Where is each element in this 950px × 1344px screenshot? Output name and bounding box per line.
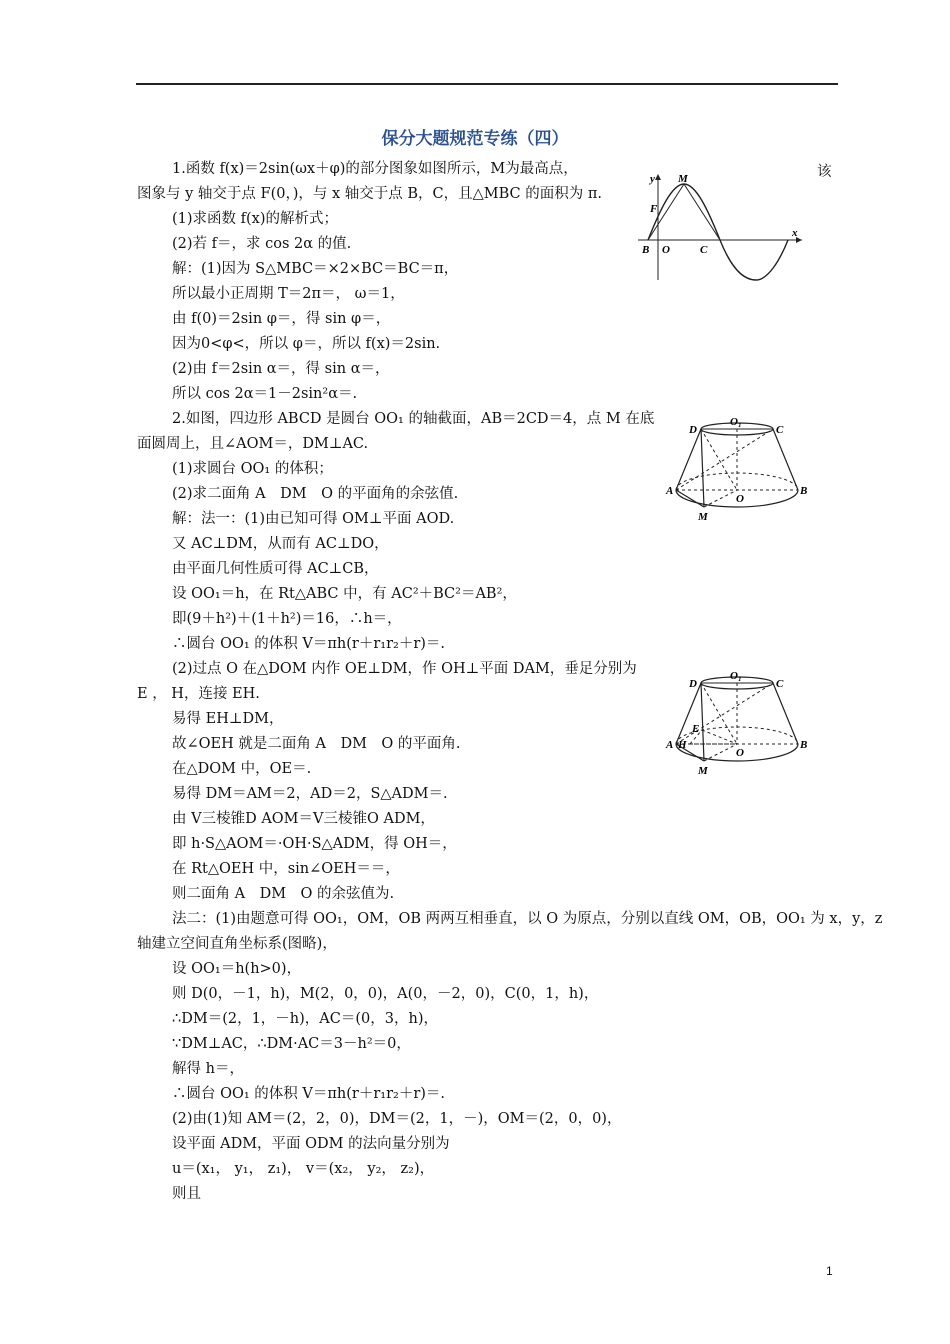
fig3-label-c: C bbox=[776, 678, 784, 690]
text-line: ∴DM＝(2，1，－h)，AC＝(0，3，h)， bbox=[172, 1011, 438, 1027]
text-line: 即(9＋h²)＋(1＋h²)＝16，∴h＝， bbox=[172, 611, 402, 627]
fig2-label-c: C bbox=[776, 424, 784, 436]
fig2-label-a: A bbox=[666, 485, 674, 497]
text-line: (2)过点 O 在△DOM 内作 OE⊥DM，作 OH⊥平面 DAM，垂足分别为 bbox=[172, 661, 637, 677]
fig3-label-a: A bbox=[666, 739, 674, 751]
text-line: 设平面 ADM，平面 ODM 的法向量分别为 bbox=[172, 1136, 450, 1152]
frustum-figure-1 bbox=[664, 412, 814, 524]
text-line: 设 OO₁＝h，在 Rt△ABC 中，有 AC²＋BC²＝AB²， bbox=[172, 586, 517, 602]
text-line: 由平面几何性质可得 AC⊥CB， bbox=[172, 561, 379, 577]
page-number: 1 bbox=[826, 1264, 833, 1278]
text-line: 1.函数 f(x)＝2sin(ωx＋φ)的部分图象如图所示，M为最高点， bbox=[172, 161, 578, 177]
text-line: 解：法一：(1)由已知可得 OM⊥平面 AOD. bbox=[172, 511, 455, 527]
text-line: 易得 EH⊥DM， bbox=[172, 711, 284, 727]
text-line: 2.如图，四边形 ABCD 是圆台 OO₁ 的轴截面，AB＝2CD＝4，点 M 在底 bbox=[172, 411, 655, 427]
text-line: 所以 cos 2α＝1－2sin²α＝. bbox=[172, 386, 358, 402]
text-line: 轴建立空间直角坐标系(图略)， bbox=[137, 936, 337, 952]
text-line: (2)求二面角 A DM O 的平面角的余弦值. bbox=[172, 486, 459, 502]
text-line: 解：(1)因为 S△MBC＝×2×BC＝BC＝π， bbox=[172, 261, 459, 277]
text-line: 故∠OEH 就是二面角 A DM O 的平面角. bbox=[172, 736, 461, 752]
text-line: E ， H，连接 EH. bbox=[137, 686, 260, 702]
fig2-label-o: O bbox=[736, 493, 744, 505]
line-continuation: 该 bbox=[817, 164, 832, 180]
text-line: 面圆周上，且∠AOM＝，DM⊥AC. bbox=[137, 436, 369, 452]
text-line: 图象与 y 轴交于点 F(0，)，与 x 轴交于点 B，C，且△MBC 的面积为 π. bbox=[137, 186, 602, 202]
fig2-label-b: B bbox=[800, 485, 808, 497]
fig3-label-o1: O₁ bbox=[730, 670, 742, 682]
text-line: 在 Rt△OEH 中，sin∠OEH＝＝， bbox=[172, 861, 400, 877]
text-line: ∴圆台 OO₁ 的体积 V＝πh(r＋r₁r₂＋r)＝. bbox=[172, 636, 446, 652]
fig1-label-b: B bbox=[642, 244, 650, 256]
text-line: 在△DOM 中，OE＝. bbox=[172, 761, 312, 777]
text-line: ∵DM⊥AC，∴DM·AC＝3－h²＝0， bbox=[172, 1036, 411, 1052]
fig3-label-d: D bbox=[689, 678, 697, 690]
text-line: 则二面角 A DM O 的余弦值为. bbox=[172, 886, 395, 902]
text-line: (2)由 f＝2sin α＝，得 sin α＝， bbox=[172, 361, 390, 377]
page-title: 保分大题规范专练（四） bbox=[381, 129, 569, 149]
fig3-label-o: O bbox=[736, 747, 744, 759]
fig3-label-e: E bbox=[692, 723, 700, 735]
text-line: 因为0<φ<，所以 φ＝，所以 f(x)＝2sin. bbox=[172, 336, 441, 352]
fig1-label-f: F bbox=[650, 203, 658, 215]
fig1-label-m: M bbox=[678, 173, 688, 185]
fig1-label-c: C bbox=[700, 244, 708, 256]
text-line: 所以最小正周期 T＝2π＝， ω＝1， bbox=[172, 286, 405, 302]
fig3-label-b: B bbox=[800, 739, 808, 751]
text-line: (1)求圆台 OO₁ 的体积； bbox=[172, 461, 333, 477]
fig3-label-h: H bbox=[678, 739, 687, 751]
fig2-label-m: M bbox=[698, 511, 708, 523]
frustum-figure-2 bbox=[664, 666, 814, 778]
text-line: (2)若 f＝，求 cos 2α 的值. bbox=[172, 236, 352, 252]
text-line: 由 V三棱锥D AOM＝V三棱锥O ADM， bbox=[172, 811, 435, 827]
text-line: 则 D(0，－1，h)，M(2，0，0)，A(0，－2，0)，C(0，1，h)， bbox=[172, 986, 599, 1002]
text-line: (1)求函数 f(x)的解析式； bbox=[172, 211, 339, 227]
fig1-label-o: O bbox=[662, 244, 670, 256]
text-line: 又 AC⊥DM，从而有 AC⊥DO， bbox=[172, 536, 389, 552]
text-line: 解得 h＝， bbox=[172, 1061, 244, 1077]
text-line: 易得 DM＝AM＝2，AD＝2，S△ADM＝. bbox=[172, 786, 448, 802]
sine-graph-figure bbox=[636, 170, 808, 282]
text-line: (2)由(1)知 AM＝(2，2，0)，DM＝(2，1，－)，OM＝(2，0，0)， bbox=[172, 1111, 622, 1127]
text-line: 由 f(0)＝2sin φ＝，得 sin φ＝， bbox=[172, 311, 391, 327]
text-line: u＝(x₁， y₁， z₁)， v＝(x₂， y₂， z₂)， bbox=[172, 1161, 435, 1177]
fig2-label-d: D bbox=[689, 424, 697, 436]
fig1-label-x: x bbox=[792, 227, 798, 239]
fig1-label-y: y bbox=[650, 173, 655, 185]
text-line: 设 OO₁＝h(h>0)， bbox=[172, 961, 302, 977]
text-line: 法二：(1)由题意可得 OO₁，OM，OB 两两互相垂直，以 O 为原点，分别以直线 OM，OB，OO₁ 为 x，y，z bbox=[172, 911, 883, 927]
fig2-label-o1: O₁ bbox=[730, 416, 742, 428]
fig3-label-m: M bbox=[698, 765, 708, 777]
text-line: ∴圆台 OO₁ 的体积 V＝πh(r＋r₁r₂＋r)＝. bbox=[172, 1086, 446, 1102]
header-rule bbox=[136, 83, 838, 85]
text-line: 即 h·S△AOM＝·OH·S△ADM，得 OH＝， bbox=[172, 836, 457, 852]
text-line: 则且 bbox=[172, 1186, 201, 1202]
